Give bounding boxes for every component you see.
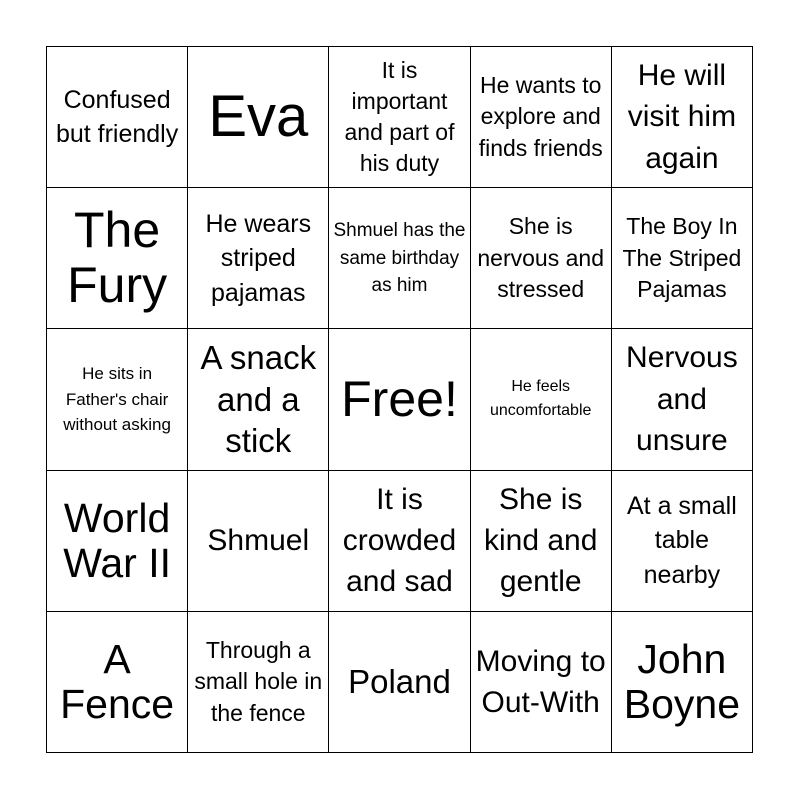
cell-text: He feels uncomfortable [490, 377, 592, 420]
cell-text: A Fence [60, 635, 175, 727]
cell-text: Free! [341, 370, 458, 427]
bingo-cell[interactable] [471, 329, 612, 470]
cell-text: John Boyne [623, 635, 741, 727]
bingo-cell[interactable] [188, 612, 329, 753]
bingo-cell[interactable] [188, 47, 329, 188]
cell-text: He wants to explore and finds friends [478, 72, 603, 161]
bingo-cell[interactable] [612, 471, 753, 612]
bingo-cell[interactable] [329, 612, 470, 753]
bingo-cell[interactable] [471, 188, 612, 329]
cell-text: At a small table nearby [627, 491, 737, 589]
bingo-cell[interactable] [329, 471, 470, 612]
cell-text: The Fury [67, 202, 168, 314]
cell-text: It is important and part of his duty [344, 56, 455, 177]
bingo-cell[interactable] [47, 188, 188, 329]
cell-text: World War II [63, 494, 171, 586]
cell-text: Moving to Out-With [475, 644, 606, 719]
cell-text: Through a small hole in the fence [194, 636, 323, 726]
cell-text: She is kind and gentle [483, 482, 598, 599]
cell-text: He sits in Father's chair without asking [63, 364, 171, 435]
bingo-cell[interactable] [47, 329, 188, 470]
bingo-cell[interactable] [47, 47, 188, 188]
cell-text: Nervous and unsure [626, 341, 738, 458]
cell-text: A snack and a stick [200, 338, 317, 460]
bingo-cell[interactable] [612, 47, 753, 188]
bingo-cell[interactable] [188, 471, 329, 612]
bingo-cell[interactable] [188, 188, 329, 329]
cell-text: Confused but friendly [55, 85, 179, 149]
cell-text: He wears striped pajamas [205, 209, 312, 307]
cell-text: Eva [208, 83, 309, 149]
bingo-cell[interactable] [612, 612, 753, 753]
cell-text: She is nervous and stressed [477, 213, 604, 302]
cell-text: Poland [348, 662, 451, 700]
cell-text: It is crowded and sad [342, 482, 457, 599]
bingo-cell[interactable] [471, 47, 612, 188]
cell-text: Shmuel has the same birthday as him [333, 219, 466, 297]
free-space[interactable] [329, 329, 470, 470]
bingo-cell[interactable] [47, 471, 188, 612]
bingo-cell[interactable] [47, 612, 188, 753]
bingo-cell[interactable] [329, 188, 470, 329]
cell-text: He will visit him again [627, 59, 737, 175]
bingo-cell[interactable] [188, 329, 329, 470]
bingo-board [46, 46, 753, 753]
bingo-cell[interactable] [329, 47, 470, 188]
bingo-cell[interactable] [471, 612, 612, 753]
cell-text: The Boy In The Striped Pajamas [622, 213, 742, 302]
bingo-cell[interactable] [612, 188, 753, 329]
bingo-cell[interactable] [471, 471, 612, 612]
cell-text: Shmuel [207, 524, 310, 557]
bingo-cell[interactable] [612, 329, 753, 470]
